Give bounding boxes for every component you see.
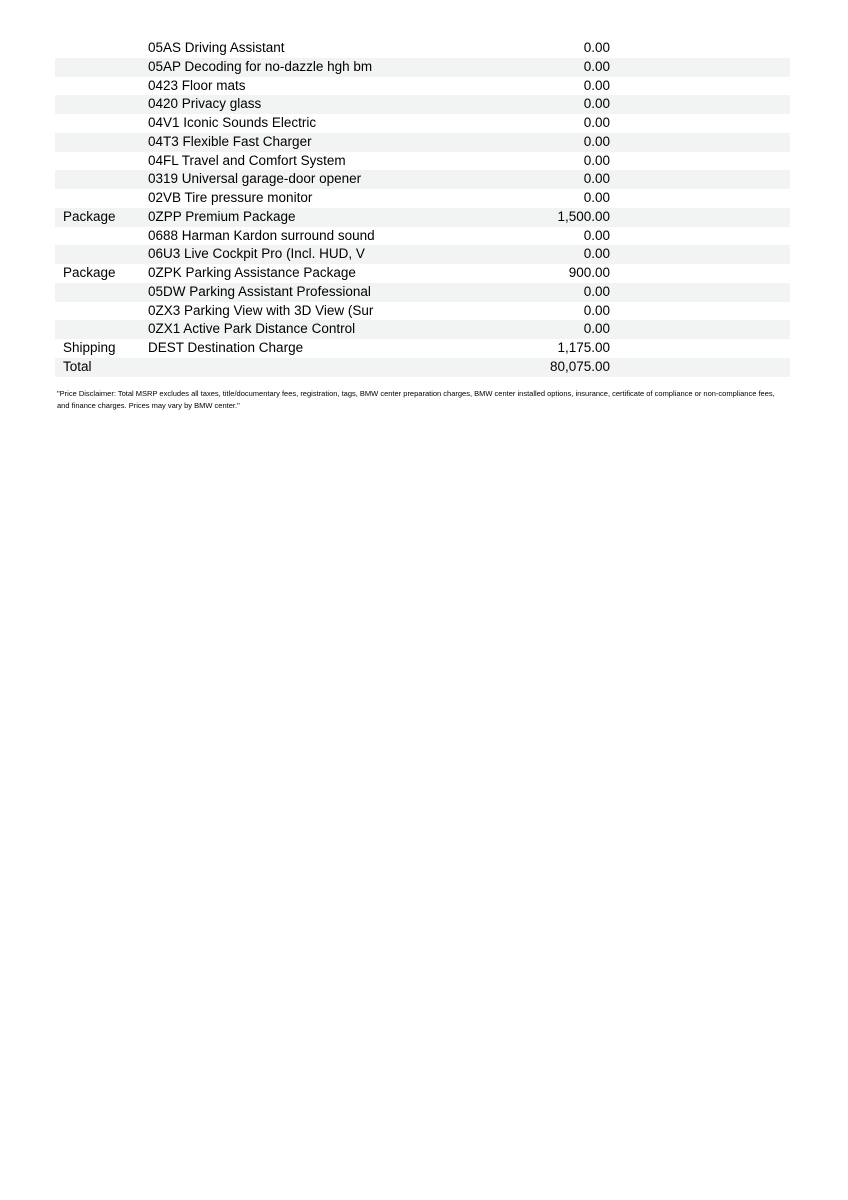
table-row (55, 283, 790, 302)
table-row (55, 189, 790, 208)
row-price-value: 1,175.00 (557, 340, 610, 355)
table-row (55, 95, 790, 114)
row-price-value: 0.00 (583, 115, 610, 130)
row-item-label: 0ZPP Premium Package (148, 208, 296, 224)
table-row (55, 170, 790, 189)
table-row (55, 114, 790, 133)
row-price-value: 0.00 (583, 283, 610, 299)
row-price-value: 0.00 (583, 133, 610, 149)
table-row (55, 133, 790, 152)
row-item-label: 0319 Universal garage-door opener (148, 171, 362, 187)
table-row (55, 77, 790, 96)
row-item-label: 05AS Driving Assistant (148, 40, 285, 55)
row-item-label: 0ZPK Parking Assistance Package (148, 265, 356, 280)
row-price-value: 0.00 (583, 246, 610, 262)
row-item-label: 05AP Decoding for no-dazzle hgh bm (148, 58, 373, 74)
row-item-label: 0688 Harman Kardon surround sound (148, 227, 375, 243)
row-price-value: 0.00 (583, 321, 610, 337)
table-row (55, 227, 790, 246)
row-item-label: 06U3 Live Cockpit Pro (Incl. HUD, V (148, 246, 365, 262)
table-row (55, 152, 790, 171)
row-price-value: 0.00 (583, 171, 610, 187)
row-price-value: 1,500.00 (557, 208, 610, 224)
table-row (55, 208, 790, 227)
row-price-value: 0.00 (583, 96, 610, 112)
table-row (55, 302, 790, 321)
row-price-value: 0.00 (583, 227, 610, 243)
row-price-value: 900.00 (568, 265, 610, 280)
row-item-label: 04V1 Iconic Sounds Electric (148, 115, 317, 130)
row-item-label: 0ZX3 Parking View with 3D View (Sur (148, 302, 374, 318)
row-item-label: 04T3 Flexible Fast Charger (148, 133, 312, 149)
table-row (55, 245, 790, 264)
table-row (55, 320, 790, 339)
row-price-value: 0.00 (583, 40, 610, 55)
row-item-label: 05DW Parking Assistant Professional (148, 283, 371, 299)
row-category-label: Package (63, 208, 116, 224)
price-disclaimer: "Price Disclaimer: Total MSRP excludes all taxes, title/documentary fees, registration, tags, BMW center preparation charges, BMW center installed options, insurance, certificate of compliance or non-compliance fees, and finance charges. Prices may vary by BMW center." (57, 389, 775, 410)
row-price-value: 0.00 (583, 302, 610, 318)
table-row (55, 39, 790, 58)
table-row (55, 339, 790, 358)
row-item-label: 0423 Floor mats (148, 77, 246, 93)
row-item-label: 0ZX1 Active Park Distance Control (148, 321, 356, 337)
table-row (55, 58, 790, 77)
table-row (55, 358, 790, 377)
row-price-value: 80,075.00 (549, 358, 610, 374)
row-item-label: 0420 Privacy glass (148, 96, 262, 112)
row-item-label: 04FL Travel and Comfort System (148, 152, 346, 168)
row-price-value: 0.00 (583, 190, 610, 205)
row-category-label: Shipping (63, 340, 116, 355)
row-price-value: 0.00 (583, 58, 610, 74)
row-price-value: 0.00 (583, 77, 610, 93)
table-row (55, 264, 790, 283)
row-item-label: DEST Destination Charge (148, 340, 304, 355)
row-category-label: Package (63, 265, 116, 280)
options-table (55, 39, 790, 377)
row-category-label: Total (63, 358, 92, 374)
row-price-value: 0.00 (583, 152, 610, 168)
row-item-label: 02VB Tire pressure monitor (148, 190, 313, 205)
